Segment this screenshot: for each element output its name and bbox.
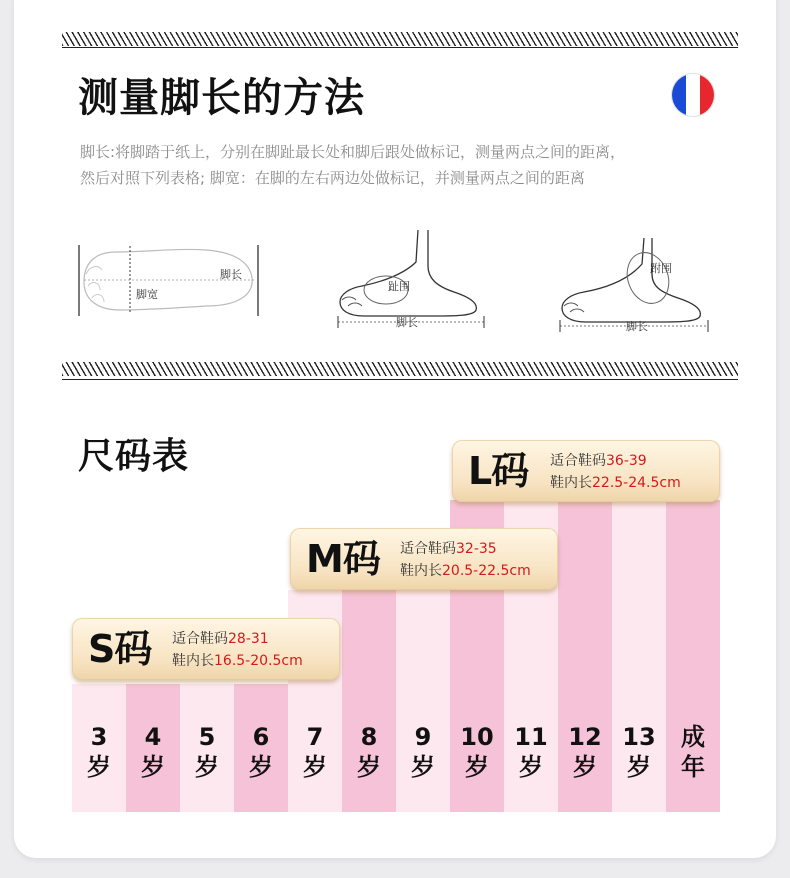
- size-badge-m: [290, 528, 558, 590]
- size-badge-s: [72, 618, 340, 680]
- age-label-9: 9 岁: [411, 723, 435, 781]
- measure-description-line1: 脚长:将脚踏于纸上，分别在脚趾最长处和脚后跟处做标记，测量两点之间的距离，: [80, 143, 626, 161]
- foot-length-label-2: 脚长: [396, 316, 418, 329]
- foot-side-instep-diagram: [556, 234, 714, 334]
- age-label-11: 11 岁: [514, 723, 548, 781]
- age-label-13: 13 岁: [622, 723, 656, 781]
- flag-stripe-white: [686, 74, 700, 116]
- divider-line-middle: [62, 379, 738, 380]
- toe-girth-label: 趾围: [388, 280, 410, 293]
- foot-length-label: 脚长: [220, 268, 242, 281]
- foot-top-view-diagram: [76, 240, 262, 320]
- foot-side-toe-diagram: [334, 226, 490, 330]
- age-label-7: 7 岁: [303, 723, 327, 781]
- age-label-adult: 成 年: [681, 723, 705, 781]
- age-label-5: 5 岁: [195, 723, 219, 781]
- section-title-size-chart: 尺码表: [78, 436, 190, 477]
- size-badge-title: L码: [468, 449, 529, 493]
- age-label-6: 6 岁: [249, 723, 273, 781]
- age-label-8: 8 岁: [357, 723, 381, 781]
- measure-description-line2: 然后对照下列表格; 脚宽：在脚的左右两边处做标记，并测量两点之间的距离: [80, 169, 585, 187]
- france-flag-icon: [672, 74, 714, 116]
- age-label-3: 3 岁: [87, 723, 111, 781]
- divider-line-top: [62, 47, 738, 48]
- size-badge-l: [452, 440, 720, 502]
- foot-length-label-3: 脚长: [626, 320, 648, 333]
- size-badge-info: 适合鞋码32-35 鞋内长20.5-22.5cm: [400, 541, 531, 579]
- age-label-12: 12 岁: [568, 723, 602, 781]
- size-badge-info: 适合鞋码28-31 鞋内长16.5-20.5cm: [172, 631, 303, 669]
- foot-width-label: 脚宽: [136, 288, 158, 301]
- age-label-10: 10 岁: [460, 723, 494, 781]
- size-badge-title: S码: [88, 627, 152, 671]
- hatch-divider-middle: [62, 362, 738, 376]
- hatch-divider-top: [62, 32, 738, 46]
- size-badge-info: 适合鞋码36-39 鞋内长22.5-24.5cm: [550, 453, 681, 491]
- instep-girth-label: 跗围: [650, 262, 672, 275]
- section-title-measure: 测量脚长的方法: [78, 75, 365, 121]
- age-label-4: 4 岁: [141, 723, 165, 781]
- size-badge-title: M码: [306, 537, 380, 581]
